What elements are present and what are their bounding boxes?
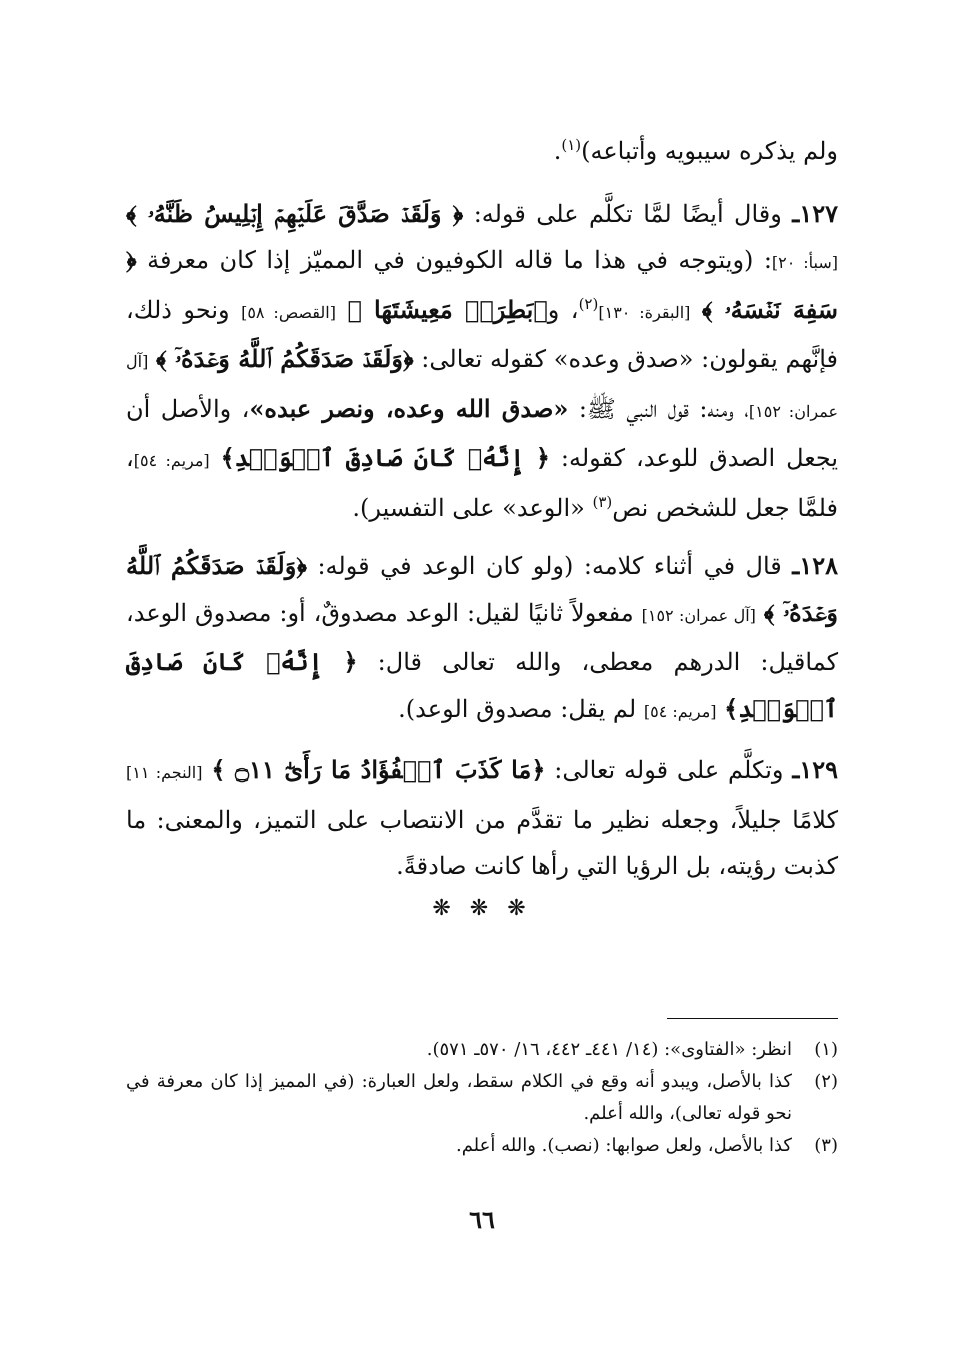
- intro-text: ولم يذكره سيبويه وأتباعه): [581, 137, 838, 165]
- paragraph-text: «الوعد» على التفسير).: [352, 493, 585, 522]
- paragraph-text: ، ومنه: قول النبي ﷺ:: [578, 394, 749, 423]
- footnote-ref: (٢): [578, 294, 599, 313]
- verse-reference: [آل عمران: ١٥٢]: [126, 352, 839, 421]
- paragraph-number: ١٢٧ـ: [792, 198, 838, 228]
- quran-verse: ﴿ إِنَّهُۥ كَانَ صَادِقَ ٱلۡوَعۡدِ﴾: [220, 443, 550, 472]
- intro-end: .: [553, 137, 562, 165]
- quran-verse: ﴿بَطِرَتۡ مَعِيشَتَهَا ﴾: [347, 294, 548, 324]
- footnote-label: (٢): [814, 1071, 838, 1092]
- verse-reference: [النجم: ١١]: [126, 763, 203, 782]
- footnote-rule: [667, 1018, 838, 1019]
- verse-reference: [مريم: ٥٤]: [643, 701, 717, 721]
- paragraph-127: [126, 191, 838, 532]
- paragraph-text: ، والأصل أن يجعل الصدق للوعد، كقوله:: [126, 394, 839, 472]
- footnote-ref: (١): [561, 136, 582, 154]
- paragraph-lead: وتكلَّم على قوله تعالى:: [554, 756, 784, 784]
- quran-verse: ﴿مَا كَذَبَ ٱلۡفُؤَادُ مَا رَأَىٰٓ ۝١١ ﴾: [211, 755, 546, 784]
- verse-reference: [سبأ: ٢٠]: [771, 253, 838, 272]
- quran-verse: ﴿وَلَقَدۡ صَدَقَكُمُ ٱللَّهُ وَعۡدَهُۥٓ ﴾: [126, 551, 838, 627]
- paragraph-number: ١٢٩ـ: [792, 755, 839, 784]
- footnote-item: [126, 1066, 838, 1130]
- quran-verse: ﴿ سَفِهَ نَفۡسَهُۥ ﴾: [126, 245, 839, 324]
- quran-verse: ﴿وَلَقَدۡ صَدَقَكُمُ ٱللَّهُ وَعۡدَهُۥٓ ﴾: [156, 344, 414, 373]
- footnote-text: كذا بالأصل، ولعل صوابها: (نصب). والله أعلم.: [455, 1135, 792, 1156]
- paragraph-text: : (ويتوجه في هذا ما قاله الكوفيون في المميّز إذا كان معرفة: [147, 246, 772, 274]
- section-separator: ❋ ❋ ❋: [432, 896, 532, 921]
- verse-reference: [مريم: ٥٤]: [133, 451, 210, 470]
- page-number: ٦٦: [469, 1205, 495, 1234]
- paragraph-text: لم يقل: مصدوق الوعد).: [398, 694, 637, 723]
- paragraph-text: ونحو ذلك، فإنَّهم يقولون: «صدق وعده» كقوله تعالى:: [126, 295, 838, 373]
- footnote-text: كذا بالأصل، ويبدو أنه وقع في الكلام سقط، ولعل العبارة: (في المميز إذا كان معرفة في نحو قوله تعالى)، والله أعلم.: [126, 1071, 792, 1124]
- paragraph-lead: وقال أيضًا لمَّا تكلَّم على قوله:: [473, 199, 782, 228]
- quran-verse: ﴿ وَلَقَدۡ صَدَّقَ عَلَيۡهِمۡ إِبۡلِيسُ ظَنَّهُۥ ﴾: [126, 198, 464, 228]
- paragraph-lead: قال في أثناء كلامه: (ولو كان الوعد في قوله:: [317, 552, 782, 580]
- footnote-item: [126, 1034, 838, 1066]
- hadith-quote: «صدق الله وعده، ونصر عبده»: [249, 393, 569, 423]
- intro-line: [126, 128, 838, 175]
- footnote-label: (١): [814, 1039, 838, 1060]
- quran-verse: ﴿ إِنَّهُۥ كَانَ صَادِقَ ٱلۡوَعۡدِ﴾: [126, 647, 838, 723]
- paragraph-128: [126, 543, 838, 735]
- verse-reference: [القصص: ٥٨]: [241, 302, 336, 322]
- main-text: [126, 128, 838, 902]
- paragraph-129: [126, 747, 838, 890]
- footnote-text: انظر: «الفتاوى»: (١٤/ ٤٤١ـ ٤٤٢، ١٦/ ٥٧٠ـ ٥٧١).: [426, 1039, 792, 1060]
- paragraph-text: ، فلمَّا جعل للشخص نص: [126, 444, 838, 522]
- footnotes: [126, 1034, 838, 1162]
- paragraph-text: مفعولاً ثانيًا لقيل: الوعد مصدوقٌ، أو: مصدوق الوعد، كماقيل: الدرهم معطى، والله تعالى قال:: [126, 598, 838, 676]
- paragraph-number: ١٢٨ـ: [792, 551, 838, 580]
- verse-reference: [البقرة: ١٣٠]: [598, 302, 691, 322]
- paragraph-text: كلامًا جليلاً، وجعله نظير ما تقدَّم من الانتصاب على التميز، والمعنى: ما كذبت رؤيته، بل الرؤيا التي رأها كانت صادقةً.: [126, 805, 838, 880]
- footnote-item: [126, 1130, 838, 1162]
- verse-reference: [آل عمران: ١٥٢]: [641, 605, 756, 625]
- footnote-ref: (٣): [592, 492, 613, 511]
- paragraph-text: ، و: [547, 295, 579, 324]
- footnote-label: (٣): [814, 1135, 838, 1156]
